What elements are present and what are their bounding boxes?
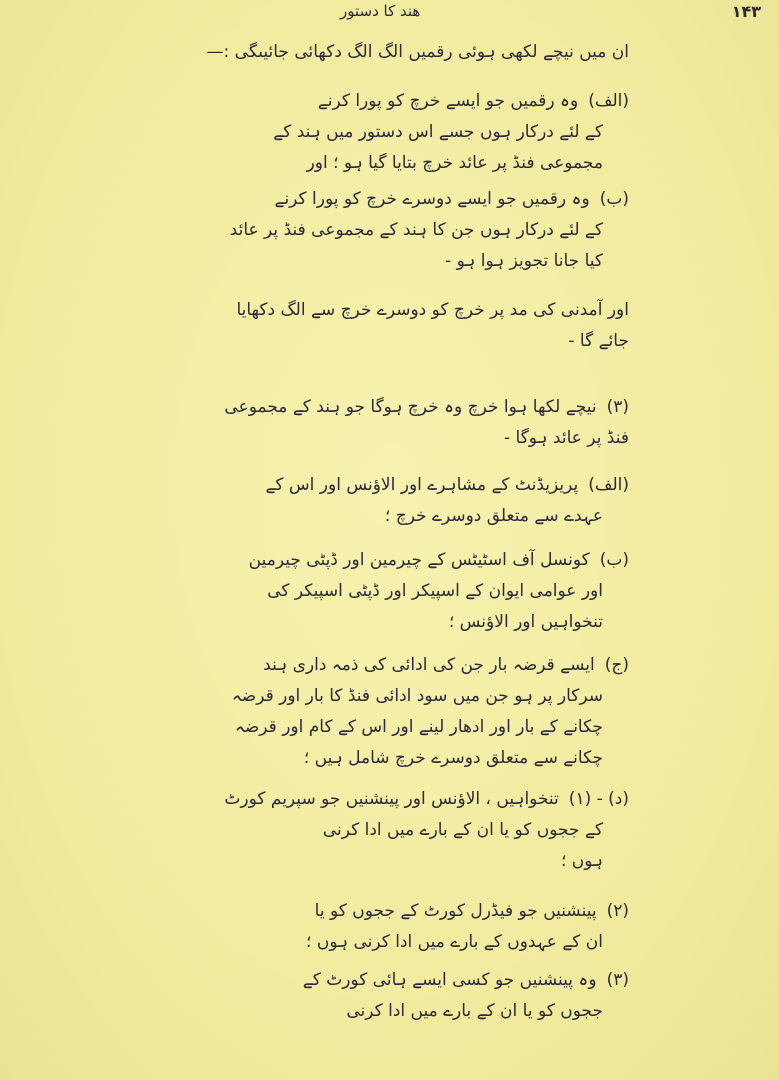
page-header [0,2,779,24]
section-line: کے لئے درکار ہوں جن کا ہند کے مجموعی فنڈ پر عائد [229,220,603,240]
section-line: پینشنیں جو فیڈرل کورٹ کے ججوں کو یا [314,901,597,921]
section-label: (۲) [606,901,629,921]
section-line: مجموعی فنڈ پر عائد خرچ بتایا گیا ہو ؛ اور [306,153,603,173]
section-line: نیچے لکھا ہوا خرچ وہ خرچ ہوگا جو ہند کے مجموعی [224,397,597,417]
section-label: (ب) [599,550,629,570]
section-line: وہ رقمیں جو ایسے دوسرے خرچ کو پورا کرنے [274,189,590,209]
section-line: جائے گا - [568,331,629,351]
section-dal-3 [303,965,629,1027]
section-line: کے ججوں کو یا ان کے بارے میں ادا کرنی [322,820,603,840]
section-line: چکانے سے متعلق دوسرے خرچ شامل ہیں ؛ [303,748,603,768]
section-line: چکانے کے بار اور ادھار لینے اور اس کے کام اور قرضہ [234,717,603,737]
intro-line: ان میں نیچے لکھی ہوئی رقمیں الگ الگ دکھائی جائیںگی :— [206,42,629,62]
section-line: اور آمدنی کی مد پر خرچ کو دوسرے خرچ سے الگ دکھایا [236,300,629,320]
section-line: عہدے سے متعلق دوسرے خرچ ؛ [384,506,603,526]
running-title: هند کا دستور [340,2,421,20]
section-label: (الف) [588,91,629,111]
section-dal-2 [306,896,629,958]
section-alif-1 [273,86,629,179]
section-jim [232,650,629,774]
section-line: ایسے قرضہ بار جن کی ادائی کی ذمہ داری ہند [263,655,595,675]
page-number: ۱۴۳ [731,2,761,21]
section-line: کونسل آف اسٹیٹس کے چیرمین اور ڈپٹی چیرمین [248,550,590,570]
section-line: کے لئے درکار ہوں جسے اس دستور میں ہند کے [273,122,603,142]
section-line: ان کے عہدوں کے بارے میں ادا کرنی ہوں ؛ [306,932,603,952]
section-line: سرکار پر ہو جن میں سود ادائی فنڈ کا بار اور قرضہ [231,686,603,706]
section-label: (ب) [599,189,629,209]
section-line: تنخواہیں ، الاؤنس اور پینشنیں جو سپریم کورٹ [224,789,559,809]
section-line: کیا جانا تجویز ہوا ہو - [445,251,603,271]
section-label: (د) - (۱) [568,789,629,809]
section-dal-1 [224,784,629,877]
section-line: ہوں ؛ [560,851,603,871]
section-3 [224,392,629,454]
section-line: وہ پینشنیں جو کسی ایسے ہائی کورٹ کے [302,970,597,990]
section-label: (۳) [606,970,629,990]
section-line: وہ رقمیں جو ایسے خرچ کو پورا کرنے [317,91,579,111]
section-line: ججوں کو یا ان کے بارے میں ادا کرنی [346,1001,603,1021]
section-alif-2 [265,470,629,532]
section-label: (۳) [606,397,629,417]
section-label: (ج) [604,655,629,675]
section-line: پریزیڈنٹ کے مشاہرے اور الاؤنس اور اس کے [265,475,579,495]
section-be-1 [230,184,629,277]
section-be-2 [249,545,629,638]
section-label: (الف) [588,475,629,495]
revenue-paragraph [236,295,629,357]
section-line: فنڈ پر عائد ہوگا - [503,428,629,448]
section-line: تنخواہیں اور الاؤنس ؛ [448,612,603,632]
section-line: اور عوامی ایوان کے اسپیکر اور ڈپٹی اسپیکر کی [267,581,603,601]
